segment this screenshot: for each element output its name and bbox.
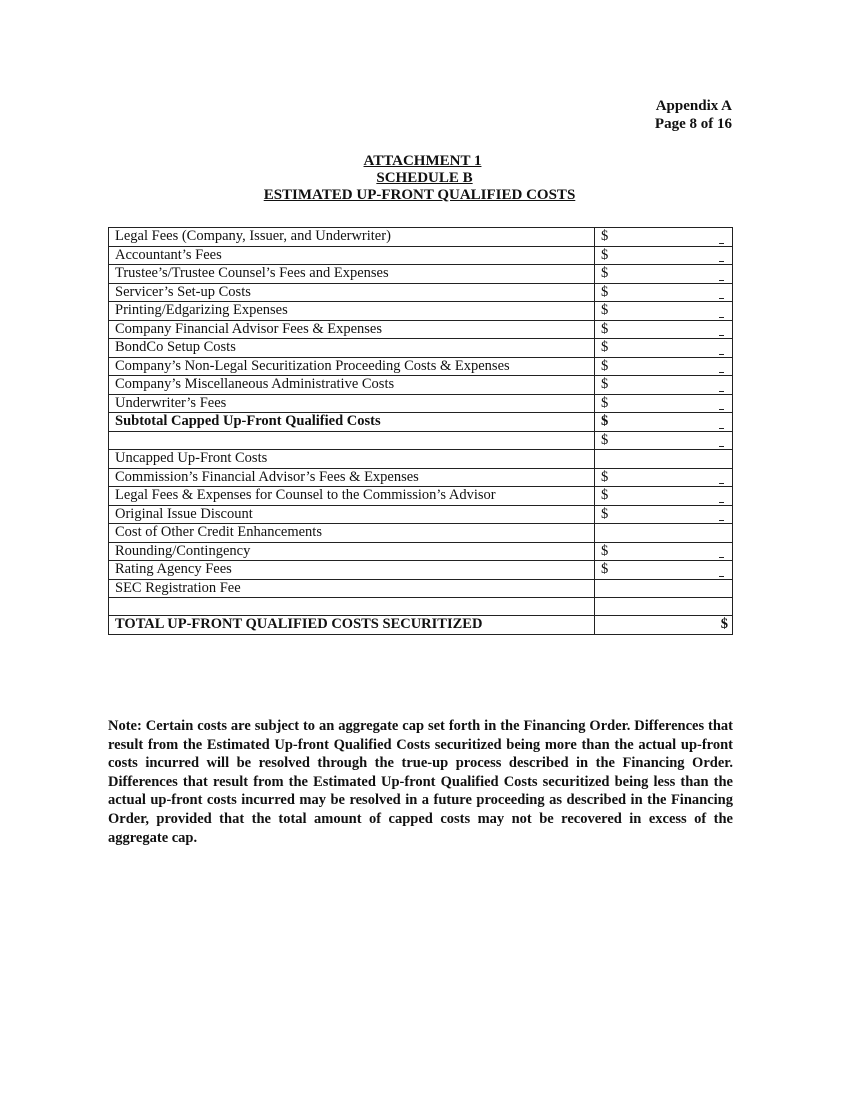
table-row [109,228,733,247]
row-label: BondCo Setup Costs [109,339,595,358]
row-amount [595,450,733,469]
row-label: Subtotal Capped Up-Front Qualified Costs [109,413,595,432]
row-label: Rating Agency Fees [109,561,595,580]
row-amount: $ [595,505,733,524]
row-amount: $ [595,339,733,358]
table-row [109,357,733,376]
row-label [109,598,595,616]
row-label: SEC Registration Fee [109,579,595,598]
row-label: Trustee’s/Trustee Counsel’s Fees and Expenses [109,265,595,284]
table-row [109,431,733,450]
table-row [109,376,733,395]
row-amount: $ [595,283,733,302]
page-header [655,97,732,133]
spacer-row [109,598,733,616]
row-amount: $ [595,487,733,506]
table-row [109,561,733,580]
row-amount [595,524,733,543]
total-label: TOTAL UP-FRONT QUALIFIED COSTS SECURITIZED [109,616,595,635]
row-amount: $ [595,265,733,284]
table-row [109,450,733,469]
page-number: Page 8 of 16 [654,116,732,132]
row-amount: $ [595,394,733,413]
row-label: Printing/Edgarizing Expenses [109,302,595,321]
attachment-title: ATTACHMENT 1 [363,153,482,169]
row-label: Commission’s Financial Advisor’s Fees & Expenses [109,468,595,487]
row-label: Servicer’s Set-up Costs [109,283,595,302]
footnote: Note: Certain costs are subject to an aggregate cap set forth in the Financing Order. Differences that result from the Estimated Up-front Qualified Costs securitized being more than the actual up-front costs incurred will be resolved through the true-up process described in the Financing Order. Differences that result from the Estimated Up-front Qualified Costs securitized being less than the actual up-front costs incurred may be resolved in a future proceeding as described in the Financing Order, provided that the total amount of capped costs may not be recovered in excess of the aggregate cap. [108,718,733,846]
total-amount: $ [595,616,733,635]
row-label: Company Financial Advisor Fees & Expenses [109,320,595,339]
costs-table [108,227,733,635]
row-label: Original Issue Discount [109,505,595,524]
row-label: Underwriter’s Fees [109,394,595,413]
table-row [109,246,733,265]
row-amount: $ [595,302,733,321]
table-row [109,265,733,284]
schedule-subtitle: SCHEDULE B [376,170,473,186]
subtotal-row [109,413,733,432]
row-label: Company’s Non-Legal Securitization Proceeding Costs & Expenses [109,357,595,376]
row-amount: $ [595,413,733,432]
table-row [109,468,733,487]
row-amount: $ [595,376,733,395]
table-row [109,542,733,561]
schedule-title [0,153,849,204]
row-amount [595,598,733,616]
table-row [109,487,733,506]
table-row [109,339,733,358]
row-label: Legal Fees (Company, Issuer, and Underwriter) [109,228,595,247]
row-label: Company’s Miscellaneous Administrative Costs [109,376,595,395]
row-label: Cost of Other Credit Enhancements [109,524,595,543]
row-amount: $ [595,542,733,561]
row-label: Uncapped Up-Front Costs [109,450,595,469]
row-amount: $ [595,357,733,376]
table-row [109,524,733,543]
costs-heading: ESTIMATED UP-FRONT QUALIFIED COSTS [263,187,576,203]
row-label: Rounding/Contingency [109,542,595,561]
row-label [109,431,595,450]
table-row [109,579,733,598]
table-row [109,302,733,321]
row-amount: $ [595,228,733,247]
row-amount: $ [595,431,733,450]
row-label: Accountant’s Fees [109,246,595,265]
table-row [109,283,733,302]
table-row [109,505,733,524]
row-label: Legal Fees & Expenses for Counsel to the Commission’s Advisor [109,487,595,506]
row-amount: $ [595,561,733,580]
row-amount: $ [595,468,733,487]
table-row [109,394,733,413]
row-amount: $ [595,320,733,339]
table-row [109,320,733,339]
appendix-label: Appendix A [655,98,732,114]
total-row [109,616,733,635]
row-amount [595,579,733,598]
row-amount: $ [595,246,733,265]
